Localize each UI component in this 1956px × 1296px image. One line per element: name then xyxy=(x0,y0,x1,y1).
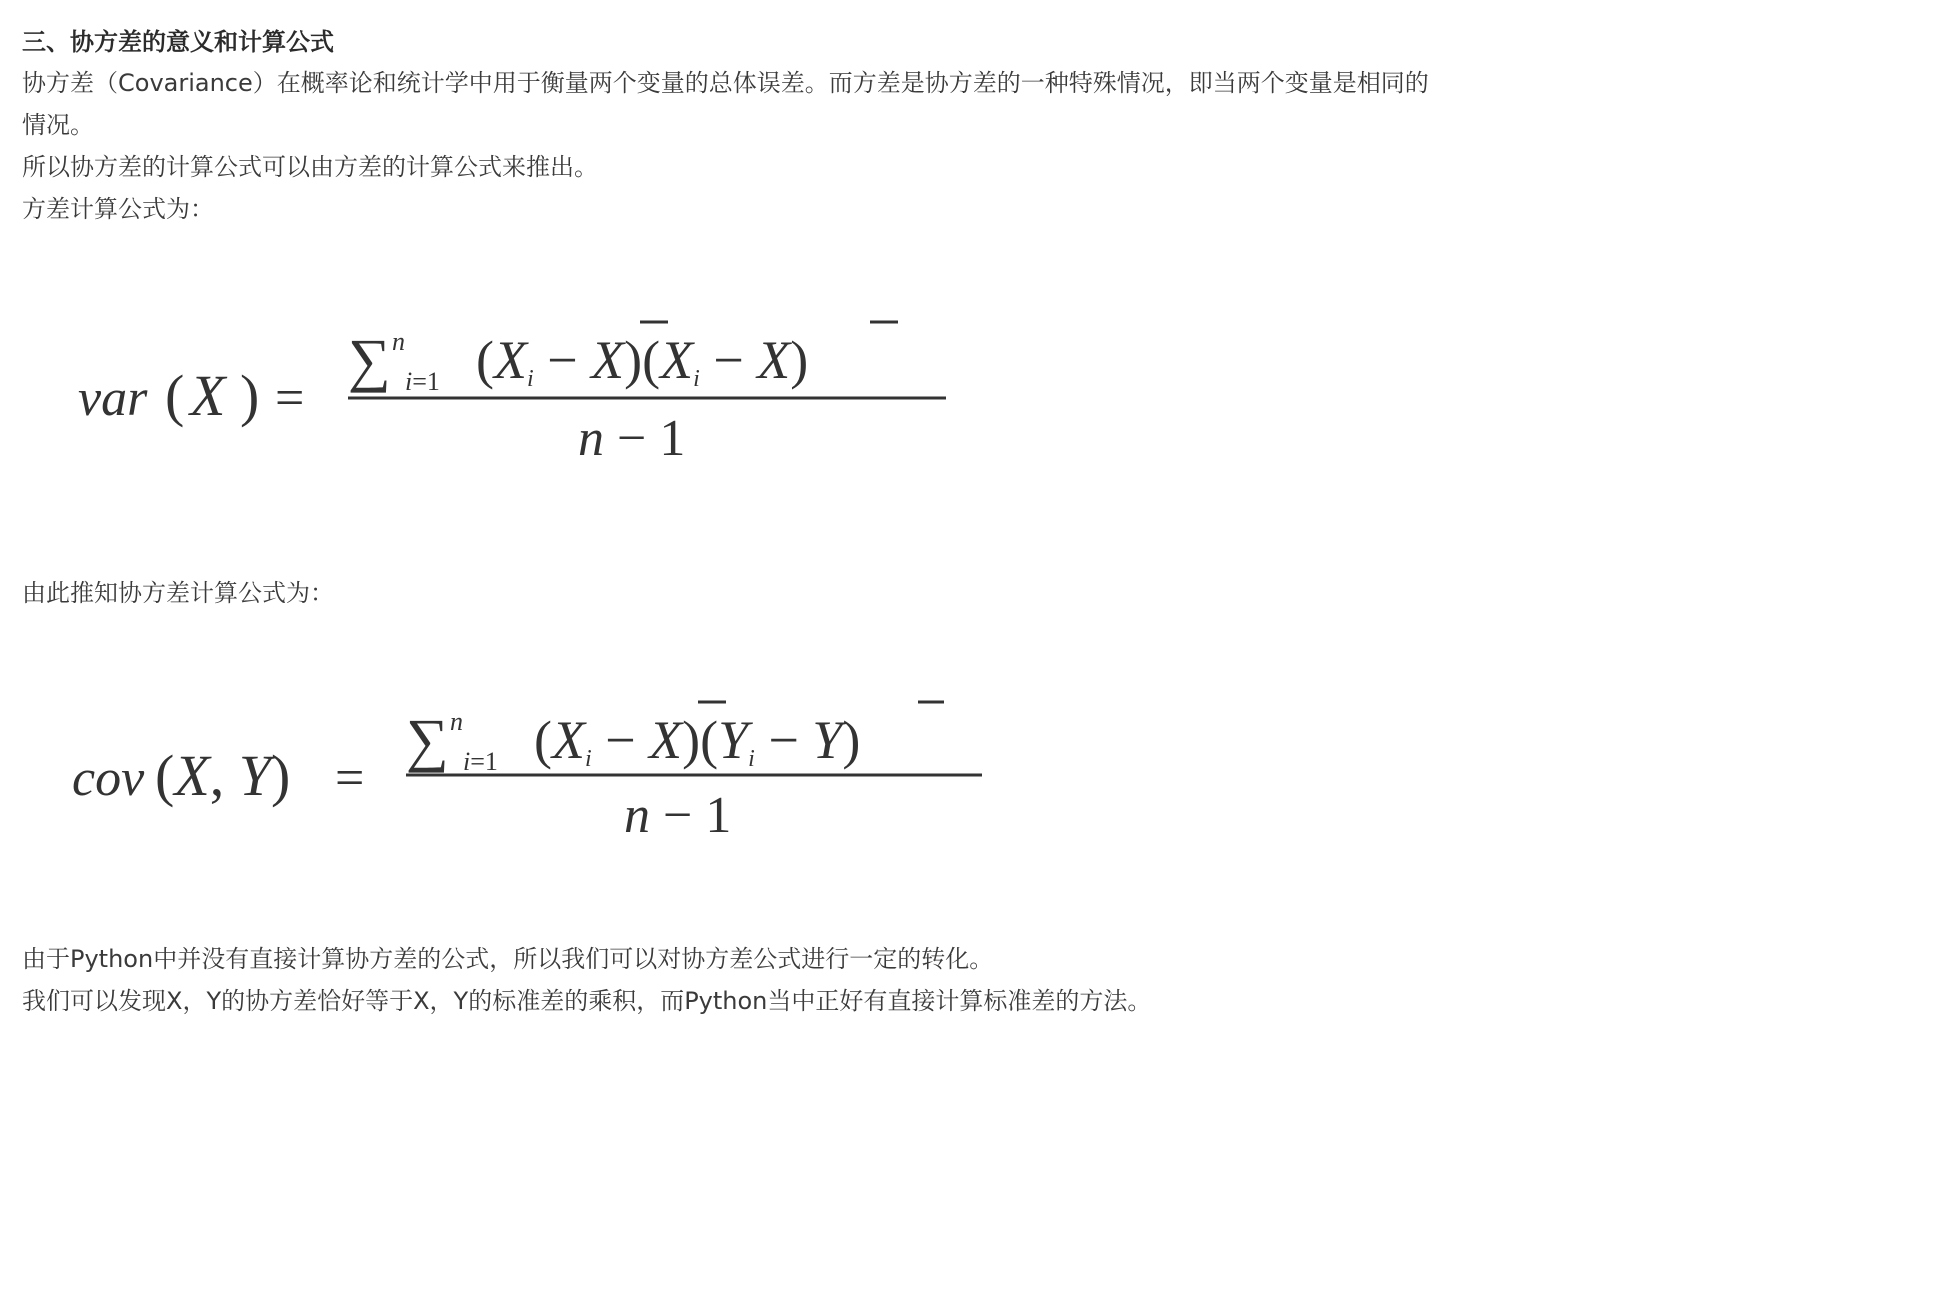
variance-lhs-paren-open: ( xyxy=(165,363,185,428)
covariance-sigma-icon: ∑ xyxy=(406,707,449,773)
paragraph-std-product: 我们可以发现X，Y的协方差恰好等于X，Y的标准差的乘积，而Python当中正好有直接计算标准差的方法。 xyxy=(22,987,1152,1015)
section-heading: 三、协方差的意义和计算公式 xyxy=(22,28,334,56)
variance-sum-upper: n xyxy=(392,327,405,356)
covariance-sum-upper: n xyxy=(450,707,463,736)
covariance-lhs-args: (X, Y) xyxy=(155,743,291,808)
covariance-numerator-terms: (Xi − X)(Yi − Y) xyxy=(534,710,861,772)
paragraph-covariance-definition-line1: 协方差（Covariance）在概率论和统计学中用于衡量两个变量的总体误差。而方差是协方差的一种特殊情况，即当两个变量是相同的 xyxy=(22,69,1429,97)
variance-sigma-icon: ∑ xyxy=(348,327,391,393)
variance-formula xyxy=(0,300,1100,500)
covariance-formula xyxy=(0,680,1100,880)
paragraph-variance-intro: 方差计算公式为： xyxy=(22,195,214,223)
paragraph-python-transform: 由于Python中并没有直接计算协方差的公式，所以我们可以对协方差公式进行一定的转化。 xyxy=(22,945,994,973)
variance-sum-lower: i=1 xyxy=(405,367,440,396)
variance-lhs-paren-close: ) xyxy=(240,363,260,428)
variance-lhs: var xyxy=(78,370,148,427)
covariance-equals: = xyxy=(335,750,365,807)
paragraph-covariance-intro: 由此推知协方差计算公式为： xyxy=(22,579,334,607)
variance-equals: = xyxy=(275,370,305,427)
covariance-sum-lower: i=1 xyxy=(463,747,498,776)
covariance-lhs: cov xyxy=(72,750,145,807)
variance-numerator-terms: (Xi − X)(Xi − X) xyxy=(476,330,809,392)
variance-denominator: n − 1 xyxy=(578,410,686,467)
paragraph-covariance-definition-line2: 情况。 xyxy=(22,111,94,139)
variance-lhs-x: X xyxy=(190,363,226,428)
paragraph-derivation: 所以协方差的计算公式可以由方差的计算公式来推出。 xyxy=(22,153,598,181)
covariance-denominator: n − 1 xyxy=(624,787,732,844)
